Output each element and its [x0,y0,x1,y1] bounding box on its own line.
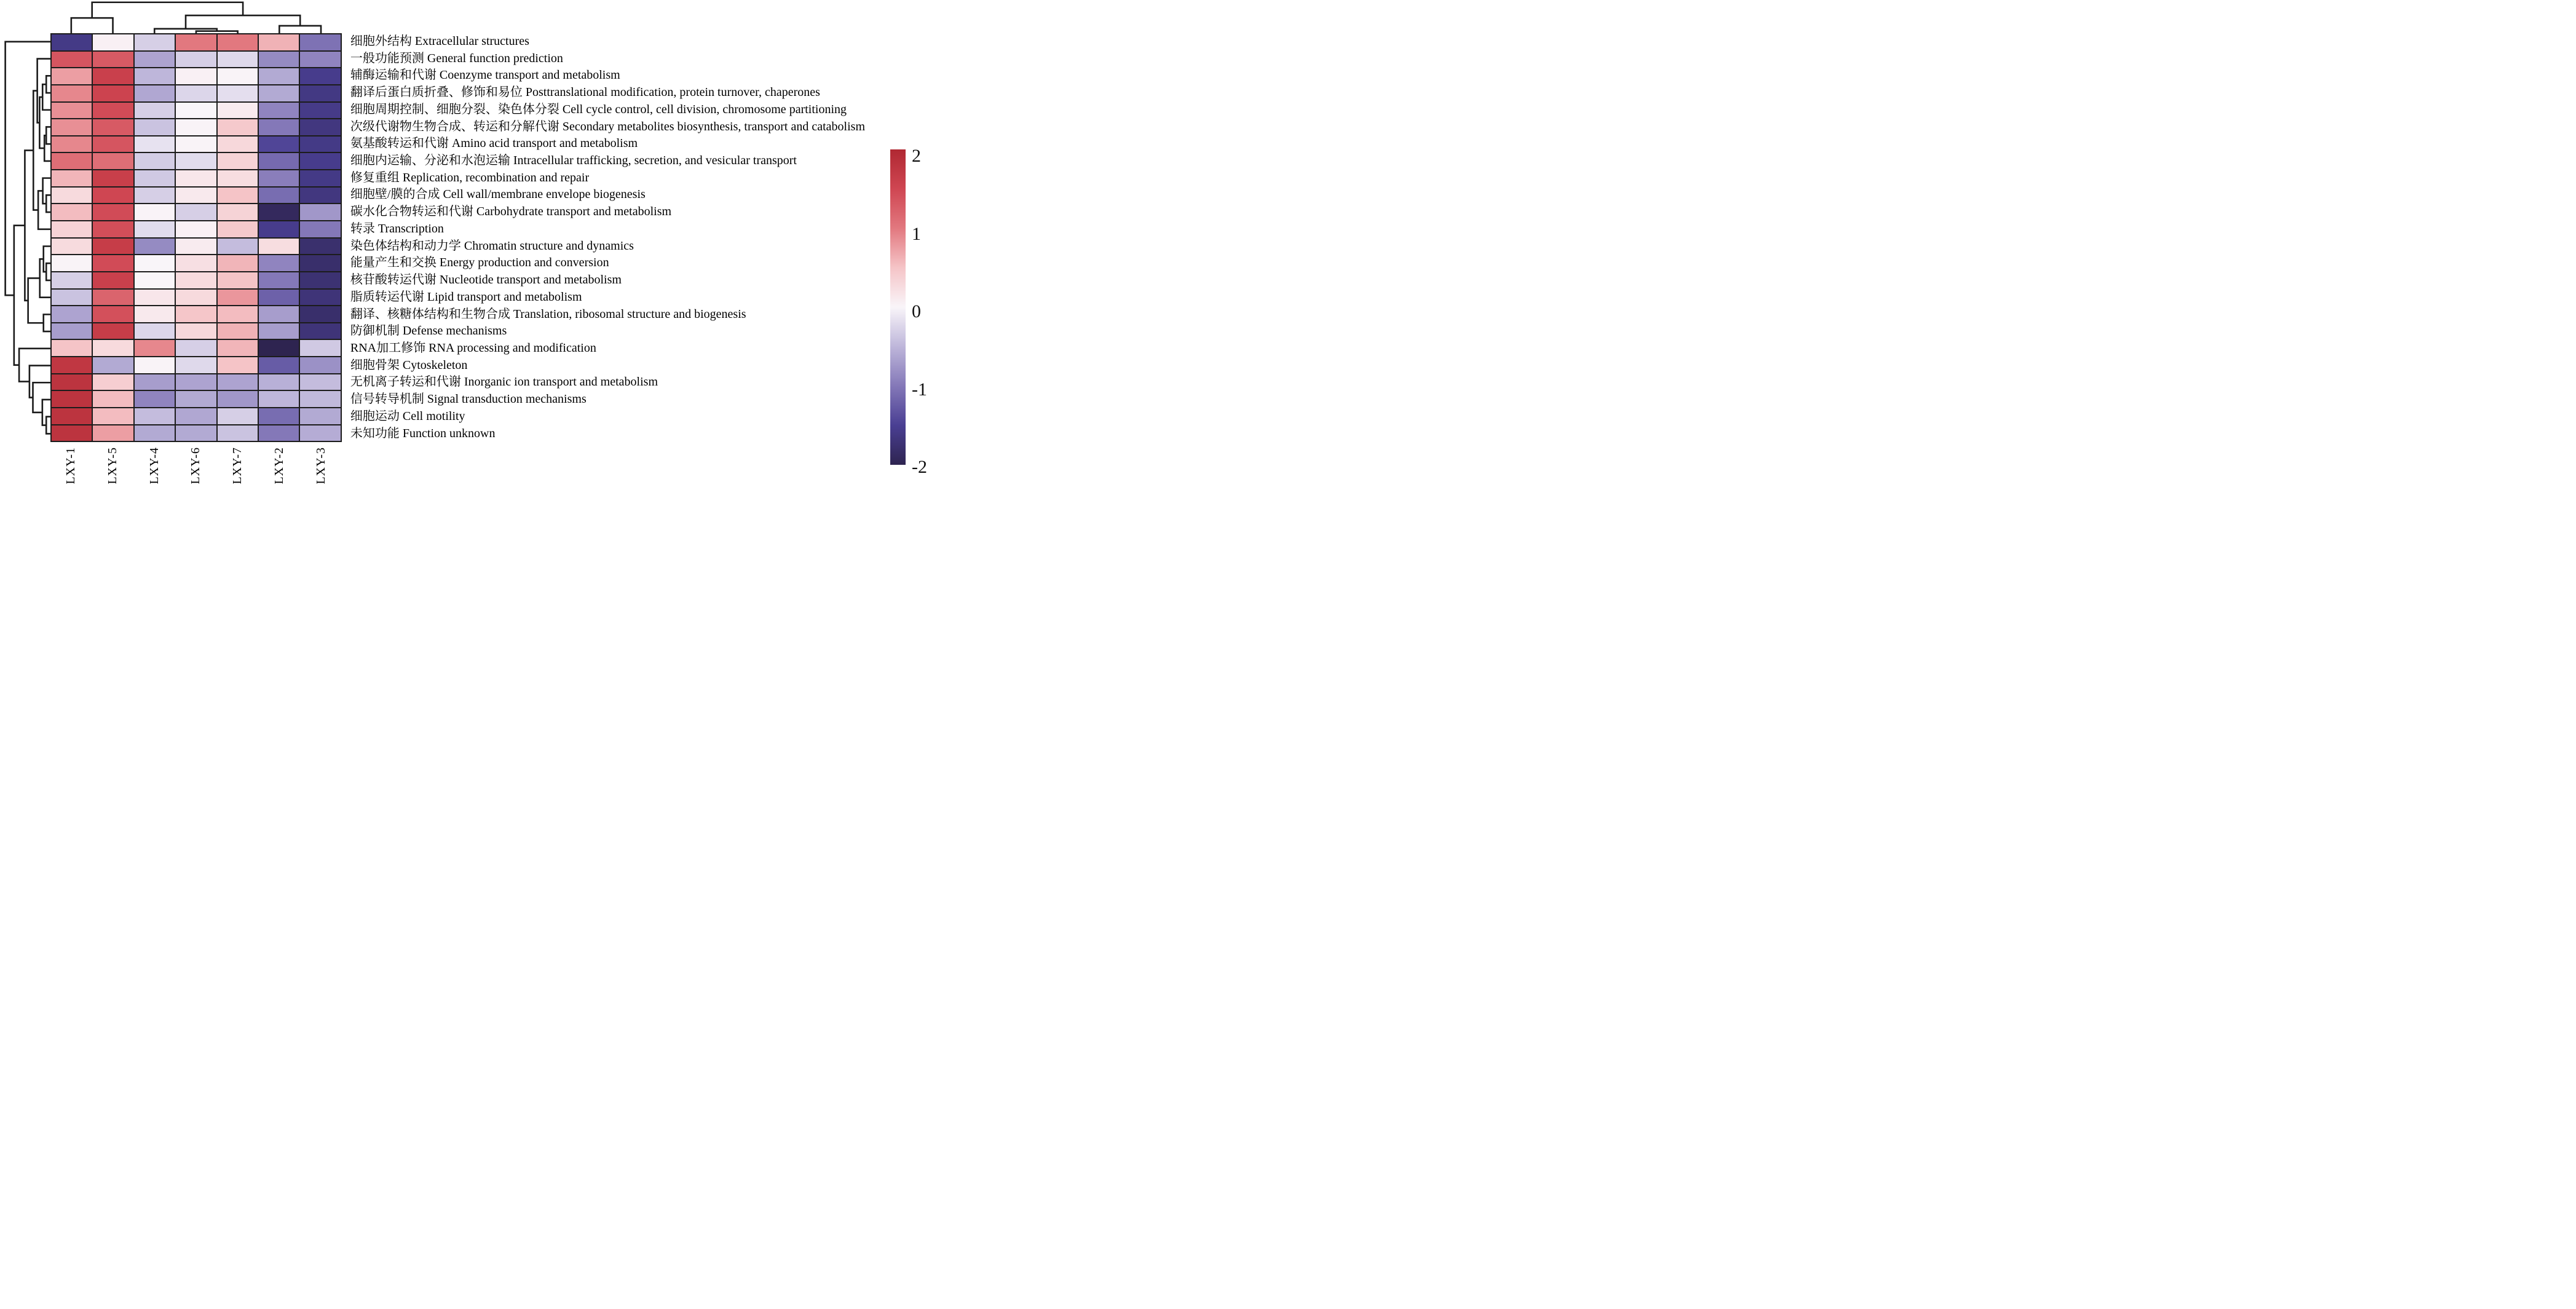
heatmap-cell [176,357,216,373]
heatmap-cell [259,52,299,68]
heatmap-cell [52,221,92,237]
heatmap-cell [300,306,340,322]
heatmap-cell [135,85,175,101]
heatmap-cell [135,103,175,119]
heatmap-cell [300,153,340,169]
heatmap-cell [52,357,92,373]
heatmap-cell [52,408,92,424]
heatmap-cell [259,34,299,50]
heatmap-cell [176,374,216,390]
heatmap-cell [218,408,258,424]
column-label-text: LXY-4 [147,447,161,484]
row-label: 转录 Transcription [350,221,444,235]
heatmap-cell [218,204,258,220]
heatmap-cell [259,306,299,322]
row-label: 防御机制 Defense mechanisms [350,324,507,338]
heatmap-cell [300,68,340,84]
row-label: 能量产生和交换 Energy production and conversion [350,256,609,270]
heatmap-cell [218,290,258,306]
heatmap-cell [218,374,258,390]
heatmap-cell [259,323,299,339]
heatmap-cell [93,85,133,101]
heatmap-cell [176,306,216,322]
dendrogram-branch [46,417,50,434]
dendrogram-branch [40,259,50,297]
heatmap-cell [52,52,92,68]
heatmap-cell [93,239,133,255]
heatmap-cell [176,204,216,220]
heatmap-cell [176,255,216,271]
heatmap-cell [93,68,133,84]
heatmap-cell [52,103,92,119]
heatmap-cell [176,52,216,68]
heatmap-cell [93,204,133,220]
heatmap-cell [218,188,258,204]
heatmap-cell [259,204,299,220]
heatmap-cell [93,188,133,204]
heatmap-cell [93,153,133,169]
heatmap-cell [300,34,340,50]
dendrogram-branch [279,26,321,33]
heatmap-cell [135,34,175,50]
heatmap-cell [52,290,92,306]
row-label: 细胞骨架 Cytoskeleton [350,358,468,372]
heatmap-cell [218,239,258,255]
heatmap-cell [135,221,175,237]
heatmap-cell [176,290,216,306]
heatmap-cell [176,153,216,169]
heatmap-cell [259,239,299,255]
heatmap-cell [135,52,175,68]
heatmap-cell [176,425,216,441]
dendrogram-branch [46,76,50,93]
heatmap-cell [176,136,216,152]
heatmap-cell [218,340,258,356]
dendrogram-branch [46,195,50,212]
heatmap-cell [135,290,175,306]
heatmap-cell [93,52,133,68]
heatmap-cell [135,255,175,271]
heatmap-cell [93,357,133,373]
heatmap-cell [300,425,340,441]
heatmap-cell [93,408,133,424]
heatmap-cell [259,136,299,152]
heatmap-cell [135,119,175,135]
heatmap-cell [300,290,340,306]
clustered-heatmap-figure [0,0,964,490]
heatmap-cell [218,136,258,152]
heatmap-cell [300,391,340,407]
heatmap-cell [300,255,340,271]
heatmap-cell [93,391,133,407]
heatmap-cell [259,188,299,204]
heatmap-cell [259,374,299,390]
dendrogram-branch [46,127,50,144]
column-label-text: LXY-7 [231,447,245,484]
heatmap-cell [93,255,133,271]
heatmap-cell [135,153,175,169]
heatmap-cell [300,119,340,135]
column-label-text: LXY-1 [64,447,78,484]
heatmap-cell [52,255,92,271]
heatmap-cell [176,85,216,101]
heatmap-cell [218,85,258,101]
row-label: 信号转导机制 Signal transduction mechanisms [350,392,587,406]
heatmap-cell [93,340,133,356]
heatmap-cell [218,272,258,288]
dendrogram-branch [44,135,50,161]
heatmap-cell [93,425,133,441]
heatmap-cell [259,153,299,169]
heatmap-cell [52,340,92,356]
heatmap-cell [300,221,340,237]
heatmap-cell [135,323,175,339]
heatmap-cell [135,391,175,407]
row-label: 核苷酸转运代谢 Nucleotide transport and metabolism [350,273,622,287]
row-label: 碳水化合物转运和代谢 Carbohydrate transport and metabolism [350,205,672,219]
heatmap-cell [300,357,340,373]
heatmap-cell [176,272,216,288]
heatmap-cell [300,239,340,255]
heatmap-cell [300,103,340,119]
heatmap-cell [135,188,175,204]
heatmap-cell [218,68,258,84]
heatmap-cell [93,34,133,50]
heatmap-cell [93,374,133,390]
heatmap-cell [135,272,175,288]
colorbar-gradient [890,149,906,465]
column-label-text: LXY-2 [272,447,286,484]
heatmap-cell [135,204,175,220]
heatmap-cell [93,306,133,322]
dendrogram-branch [14,226,25,365]
heatmap-cell [176,408,216,424]
heatmap-cell [176,340,216,356]
heatmap-cell [218,425,258,441]
heatmap-cell [300,272,340,288]
column-label [92,447,134,490]
heatmap-cell [218,103,258,119]
column-label [133,447,175,490]
heatmap-cell [259,290,299,306]
heatmap-cell [218,323,258,339]
heatmap-cell [52,425,92,441]
dendrogram-branch [46,263,50,280]
column-dendrogram [71,2,321,33]
heatmap-cell [52,239,92,255]
heatmap-cell [135,408,175,424]
heatmap-cell [176,68,216,84]
heatmap-cell [300,323,340,339]
heatmap-cell [52,391,92,407]
heatmap-cell [259,85,299,101]
heatmap-cell [300,340,340,356]
heatmap-cell [135,425,175,441]
heatmap-grid [50,33,342,442]
heatmap-cell [300,136,340,152]
colorbar-tick-label: -1 [912,379,927,400]
heatmap-cell [259,408,299,424]
heatmap-cell [135,170,175,186]
heatmap-cell [135,68,175,84]
row-label: RNA加工修饰 RNA processing and modification [350,341,596,355]
heatmap-cell [52,272,92,288]
column-label-text: LXY-5 [106,447,120,484]
heatmap-cell [259,68,299,84]
row-label: 未知功能 Function unknown [350,426,496,440]
heatmap-cell [135,340,175,356]
colorbar-tick-label: 1 [912,223,921,244]
row-label: 辅酶运输和代谢 Coenzyme transport and metabolism [350,68,620,82]
dendrogram-branch [44,314,50,331]
heatmap-cell [135,239,175,255]
heatmap-cell [218,34,258,50]
heatmap-cell [176,119,216,135]
heatmap-cell [52,204,92,220]
heatmap-cell [52,136,92,152]
column-label [217,447,259,490]
heatmap-cell [259,391,299,407]
heatmap-cell [176,103,216,119]
column-label-text: LXY-6 [189,447,203,484]
row-label: 无机离子转运和代谢 Inorganic ion transport and metabolism [350,375,658,389]
heatmap-cell [218,306,258,322]
dendrogram-branch [28,278,44,323]
heatmap-cell [135,136,175,152]
heatmap-cell [218,153,258,169]
heatmap-cell [52,170,92,186]
heatmap-cell [135,306,175,322]
dendrogram-branch [71,18,113,33]
row-label: 氨基酸转运和代谢 Amino acid transport and metabolism [350,136,638,151]
heatmap-cell [176,34,216,50]
row-label: 细胞周期控制、细胞分裂、染色体分裂 Cell cycle control, cell division, chromosome partitioning [350,102,847,116]
heatmap-cell [259,170,299,186]
heatmap-cell [176,323,216,339]
heatmap-cell [259,357,299,373]
heatmap-cell [259,119,299,135]
heatmap-cell [52,188,92,204]
heatmap-cell [218,221,258,237]
heatmap-cell [135,374,175,390]
heatmap-cell [93,221,133,237]
heatmap-cell [176,170,216,186]
colorbar-tick-label: -2 [912,457,927,477]
heatmap-cell [93,170,133,186]
heatmap-cell [93,119,133,135]
heatmap-cell [300,85,340,101]
row-label: 细胞壁/膜的合成 Cell wall/membrane envelope biogenesis [350,188,646,202]
heatmap-cell [259,255,299,271]
heatmap-cell [176,391,216,407]
column-label [300,447,342,490]
row-label: 修复重组 Replication, recombination and repair [350,170,590,184]
heatmap-cell [52,374,92,390]
heatmap-cell [52,323,92,339]
heatmap-cell [259,221,299,237]
row-label: 细胞内运输、分泌和水泡运输 Intracellular trafficking, secretion, and vesicular transport [350,154,797,168]
heatmap-cell [135,357,175,373]
heatmap-cell [259,103,299,119]
heatmap-cell [176,188,216,204]
column-label [259,447,301,490]
heatmap-cell [300,170,340,186]
heatmap-cell [93,290,133,306]
row-label: 翻译后蛋白质折叠、修饰和易位 Posttranslational modification, protein turnover, chaperones [350,85,820,100]
heatmap-cell [52,68,92,84]
heatmap-cell [52,306,92,322]
row-label: 一般功能预测 General function prediction [350,51,563,65]
heatmap-cell [259,272,299,288]
column-label [50,447,92,490]
heatmap-cell [52,34,92,50]
heatmap-cell [52,85,92,101]
row-label: 次级代谢物生物合成、转运和分解代谢 Secondary metabolites biosynthesis, transport and catabolism [350,119,866,133]
dendrogram-branch [186,15,300,29]
colorbar-tick-label: 2 [912,146,921,166]
heatmap-cell [300,204,340,220]
heatmap-cell [300,408,340,424]
row-label: 翻译、核糖体结构和生物合成 Translation, ribosomal structure and biogenesis [350,307,746,321]
heatmap-cell [218,170,258,186]
column-label [175,447,217,490]
heatmap-cell [218,255,258,271]
dendrogram-branch [38,191,50,229]
heatmap-cell [218,391,258,407]
heatmap-cell [176,239,216,255]
heatmap-cell [218,357,258,373]
heatmap-cell [218,119,258,135]
heatmap-cell [93,323,133,339]
heatmap-cell [259,340,299,356]
heatmap-cell [93,136,133,152]
heatmap-cell [300,188,340,204]
heatmap-cell [93,103,133,119]
heatmap-cell [52,153,92,169]
row-label: 染色体结构和动力学 Chromatin structure and dynamics [350,239,634,253]
row-label: 细胞外结构 Extracellular structures [350,34,529,48]
heatmap-cell [218,52,258,68]
row-label: 脂质转运代谢 Lipid transport and metabolism [350,290,582,304]
heatmap-cell [259,425,299,441]
heatmap-cell [52,119,92,135]
colorbar-tick-label: 0 [912,301,921,322]
row-dendrogram [6,42,50,434]
column-label-text: LXY-3 [314,447,328,484]
row-label: 细胞运动 Cell motility [350,409,465,423]
heatmap-cell [300,374,340,390]
heatmap-cell [93,272,133,288]
heatmap-cell [176,221,216,237]
heatmap-cell [300,52,340,68]
